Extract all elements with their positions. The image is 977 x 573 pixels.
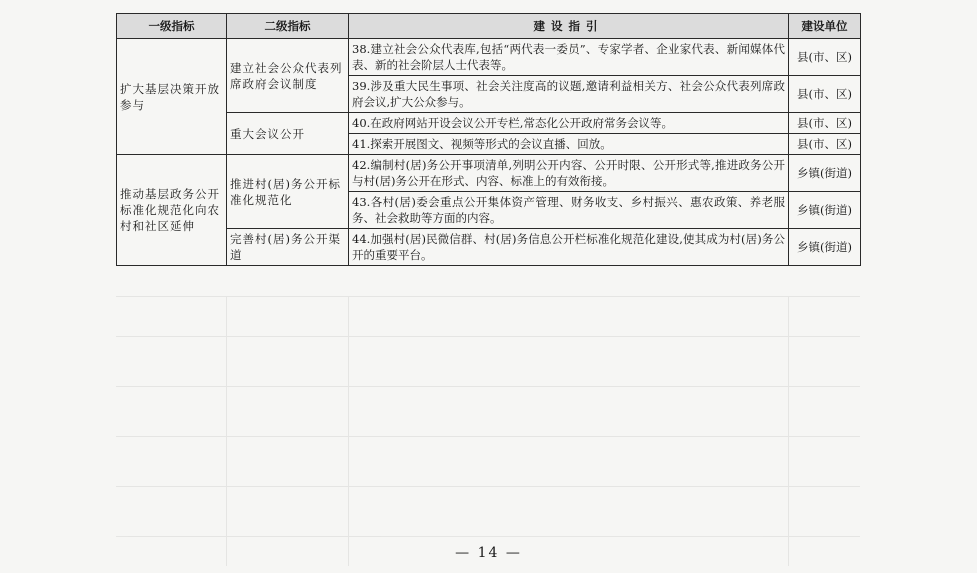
table-row (117, 155, 861, 192)
unit-cell: 县(市、区) (789, 113, 861, 134)
unit-cell: 县(市、区) (789, 134, 861, 155)
table-row (117, 39, 861, 76)
guide-cell: 38.建立社会公众代表库,包括“两代表一委员”、专家学者、企业家代表、新闻媒体代表、新的社会阶层人士代表等。 (349, 39, 789, 76)
level1-cell: 推动基层政务公开标准化规范化向农村和社区延伸 (117, 155, 227, 266)
level2-cell: 建立社会公众代表列席政府会议制度 (227, 39, 349, 113)
level2-cell: 完善村(居)务公开渠道 (227, 229, 349, 266)
level1-cell: 扩大基层决策开放参与 (117, 39, 227, 155)
header-level1: 一级指标 (117, 14, 227, 39)
header-unit: 建设单位 (789, 14, 861, 39)
unit-cell: 乡镇(街道) (789, 192, 861, 229)
guide-cell: 43.各村(居)委会重点公开集体资产管理、财务收支、乡村振兴、惠农政策、养老服务、社会救助等方面的内容。 (349, 192, 789, 229)
level2-cell: 重大会议公开 (227, 113, 349, 155)
guide-cell: 39.涉及重大民生事项、社会关注度高的议题,邀请利益相关方、社会公众代表列席政府会议,扩大公众参与。 (349, 76, 789, 113)
construction-guide-table (116, 13, 861, 266)
header-level2: 二级指标 (227, 14, 349, 39)
guide-cell: 40.在政府网站开设会议公开专栏,常态化公开政府常务会议等。 (349, 113, 789, 134)
table-header-row (117, 14, 861, 39)
table-row (117, 229, 861, 266)
page-number: — 14 — (455, 545, 522, 561)
guide-cell: 42.编制村(居)务公开事项清单,列明公开内容、公开时限、公开形式等,推进政务公开与村(居)务公开在形式、内容、标准上的有效衔接。 (349, 155, 789, 192)
table-row (117, 113, 861, 134)
bleed-through-background (116, 296, 860, 566)
guide-cell: 44.加强村(居)民微信群、村(居)务信息公开栏标准化规范化建设,使其成为村(居)务公开的重要平台。 (349, 229, 789, 266)
guide-cell: 41.探索开展图文、视频等形式的会议直播、回放。 (349, 134, 789, 155)
unit-cell: 县(市、区) (789, 76, 861, 113)
header-guide: 建设指引 (349, 14, 789, 39)
unit-cell: 乡镇(街道) (789, 155, 861, 192)
unit-cell: 县(市、区) (789, 39, 861, 76)
unit-cell: 乡镇(街道) (789, 229, 861, 266)
level2-cell: 推进村(居)务公开标准化规范化 (227, 155, 349, 229)
